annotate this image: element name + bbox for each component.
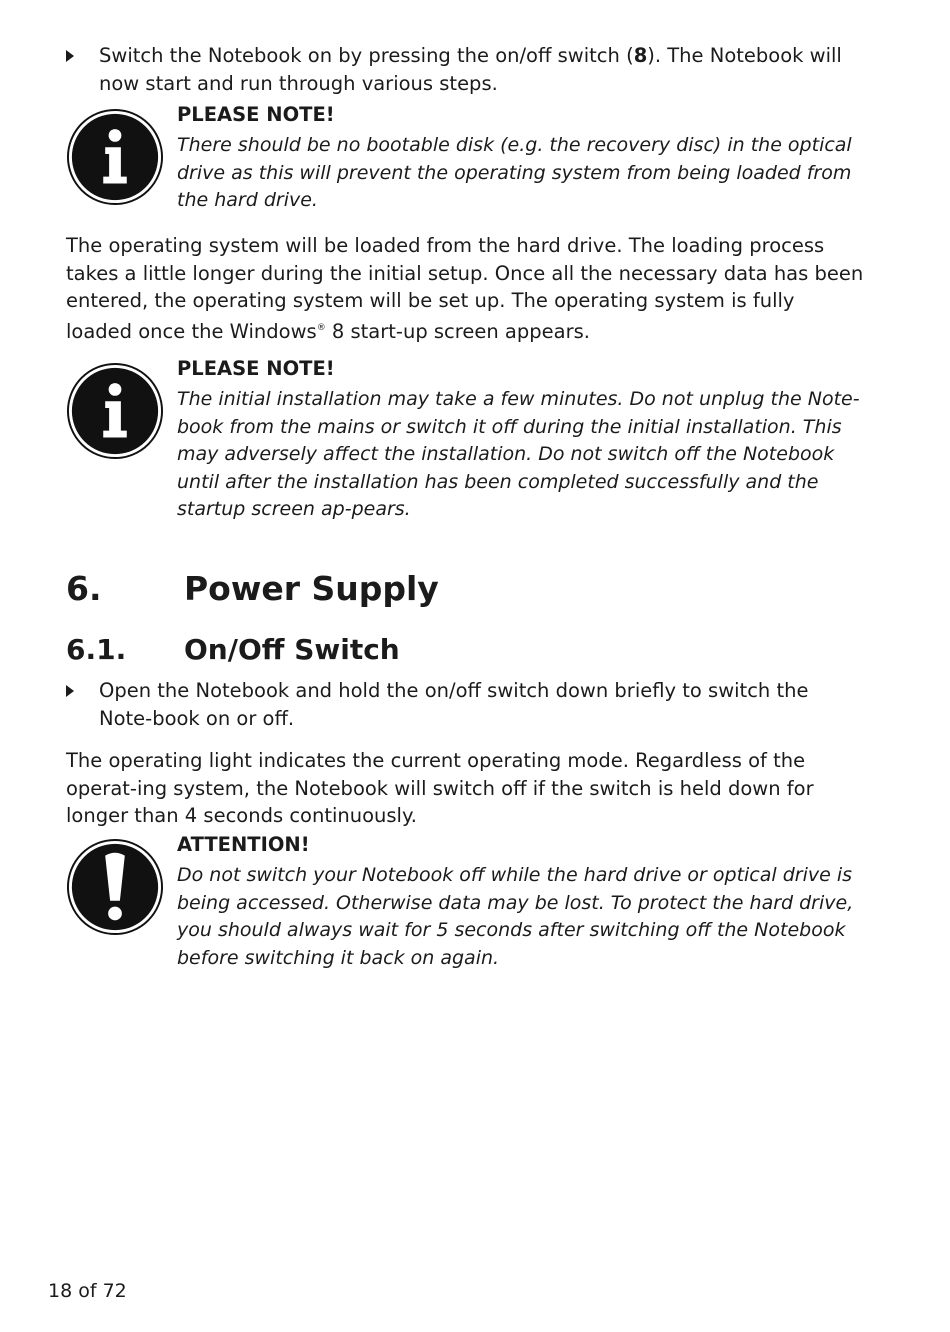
- exclamation-icon: [66, 838, 164, 936]
- subsection-number: 6.1.: [66, 633, 127, 666]
- bullet-arrow-icon: [66, 50, 74, 62]
- section-number: 6.: [66, 569, 102, 608]
- subsection-title: On/Off Switch: [184, 633, 400, 666]
- paragraph-operating-light: The operating light indicates the current operating mode. Regardless of the operat-ing system, the Notebook will switch off if the switch is held down for longer than 4 seconds continuously.: [66, 749, 814, 827]
- note-body: There should be no bootable disk (e.g. the recovery disc) in the optical drive as this will prevent the operating system from being loaded from the hard drive.: [177, 134, 852, 211]
- intro-bullet-text: Switch the Notebook on by pressing the on/off switch (8). The Notebook will now start and run through various steps.: [99, 44, 842, 95]
- section-title: Power Supply: [184, 569, 439, 608]
- note-body: The initial installation may take a few minutes. Do not unplug the Note-book from the mains or switch it off during the initial installation. This may adversely affect the installation. Do not switch off the Notebook until after the installation has been completed successfully and the startup screen ap-pears.: [177, 388, 860, 520]
- paragraph-os-loading: The operating system will be loaded from the hard drive. The loading process takes a little longer during the initial setup. Once all the necessary data has been entered, the operating system will be set up. The operating system is fully loaded once the Windows® 8 start-up screen appears.: [66, 234, 864, 343]
- bullet-arrow-icon: [66, 685, 74, 697]
- attention-title: ATTENTION!: [177, 833, 310, 856]
- info-icon: [66, 108, 164, 206]
- attention-body: Do not switch your Notebook off while the hard drive or optical drive is being accessed. Otherwise data may be lost. To protect the hard drive, you should always wait for 5 seconds after switching off the Notebook before switching it back on again.: [177, 864, 854, 969]
- note-title: PLEASE NOTE!: [177, 357, 335, 380]
- onoff-bullet: [66, 677, 866, 732]
- page-number: 18 of 72: [48, 1280, 127, 1302]
- intro-bullet: [66, 42, 866, 97]
- note-title: PLEASE NOTE!: [177, 103, 335, 126]
- onoff-bullet-text: Open the Notebook and hold the on/off switch down briefly to switch the Note-book on or off.: [99, 679, 809, 730]
- info-icon: [66, 362, 164, 460]
